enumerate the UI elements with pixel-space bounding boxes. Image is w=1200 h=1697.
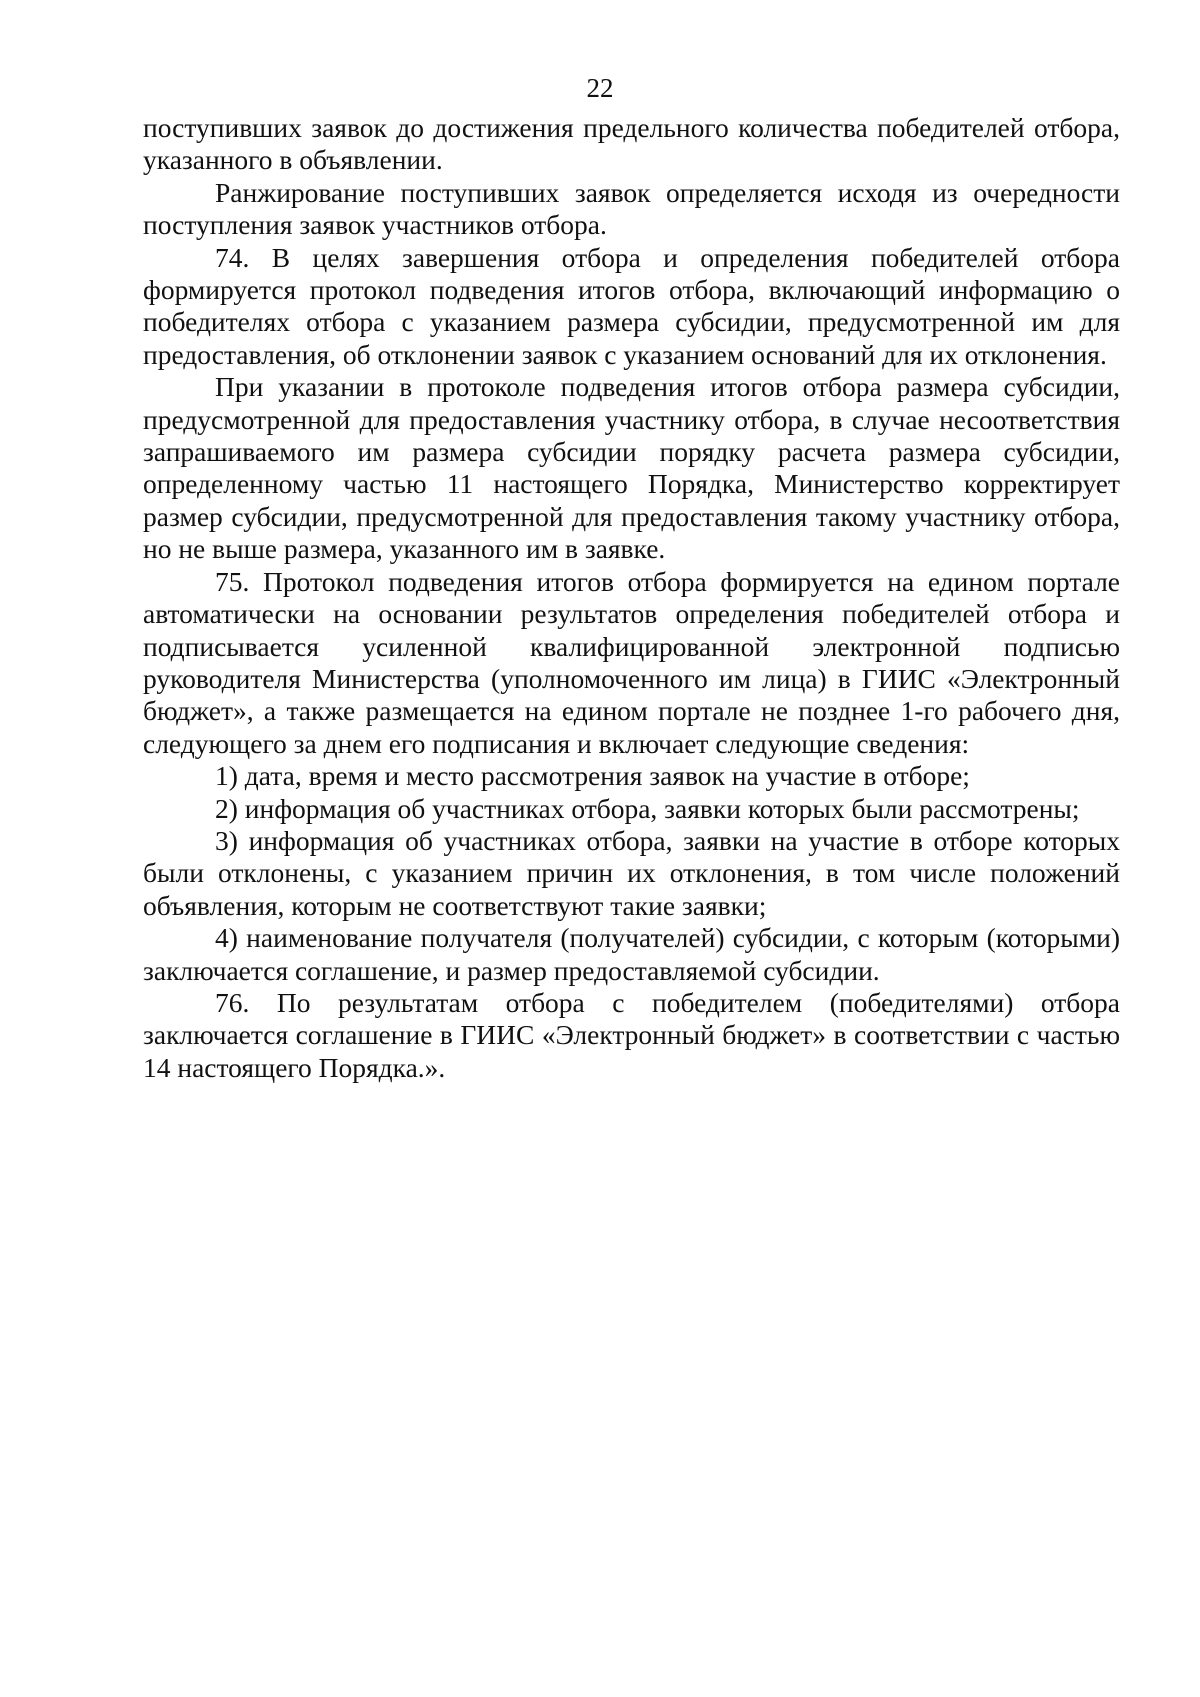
document-body — [143, 112, 1120, 1084]
paragraph-item-76: 76. По результатам отбора с победителем (победителями) отбора заключается соглашение в ГИИС «Электронный бюджет» в соответствии с частью 14 настоящего Порядка.». — [143, 986, 1120, 1083]
list-item-4: 4) наименование получателя (получателей) субсидии, с которым (которыми) заключается соглашение, и размер предоставляемой субсидии. — [143, 922, 1120, 986]
list-item-3: 3) информация об участниках отбора, заявки на участие в отборе которых были отклонены, с указанием причин их отклонения, в том числе положений объявления, которым не соответствуют такие заявки; — [143, 824, 1120, 921]
list-item-1: 1) дата, время и место рассмотрения заявок на участие в отборе; — [215, 760, 970, 792]
paragraph-item-75: 75. Протокол подведения итогов отбора формируется на едином портале автоматически на основании результатов определения победителей отбора и подписывается усиленной квалифицированной электронной подписью руководителя Министерства (уполномоченного им лица) в ГИИС «Электронный бюджет», а также размещается на едином портале не позднее 1-го рабочего дня, следующего за днем его подписания и включает следующие сведения: — [143, 565, 1120, 759]
paragraph-item-74: 74. В целях завершения отбора и определения победителей отбора формируется протокол подведения итогов отбора, включающий информацию о победителях отбора с указанием размера субсидии, предусмотренной им для предоставления, об отклонении заявок с указанием оснований для их отклонения. — [143, 241, 1120, 370]
page-number: 22 — [586, 73, 614, 103]
paragraph-ranking: Ранжирование поступивших заявок определяется исходя из очередности поступления заявок участников отбора. — [143, 176, 1120, 241]
list-item-2: 2) информация об участниках отбора, заявки которых были рассмотрены; — [215, 792, 1080, 824]
paragraph-continuation: поступивших заявок до достижения предельного количества победителей отбора, указанного в объявлении. — [143, 112, 1120, 176]
paragraph-subsidy-correction: При указании в протоколе подведения итогов отбора размера субсидии, предусмотренной для предоставления участнику отбора, в случае несоответствия запрашиваемого им размера субсидии порядку расчета размера субсидии, определенному частью 11 настоящего Порядка, Министерство корректирует размер субсидии, предусмотренной для предоставления такому участнику отбора, но не выше размера, указанного им в заявке. — [143, 371, 1120, 565]
